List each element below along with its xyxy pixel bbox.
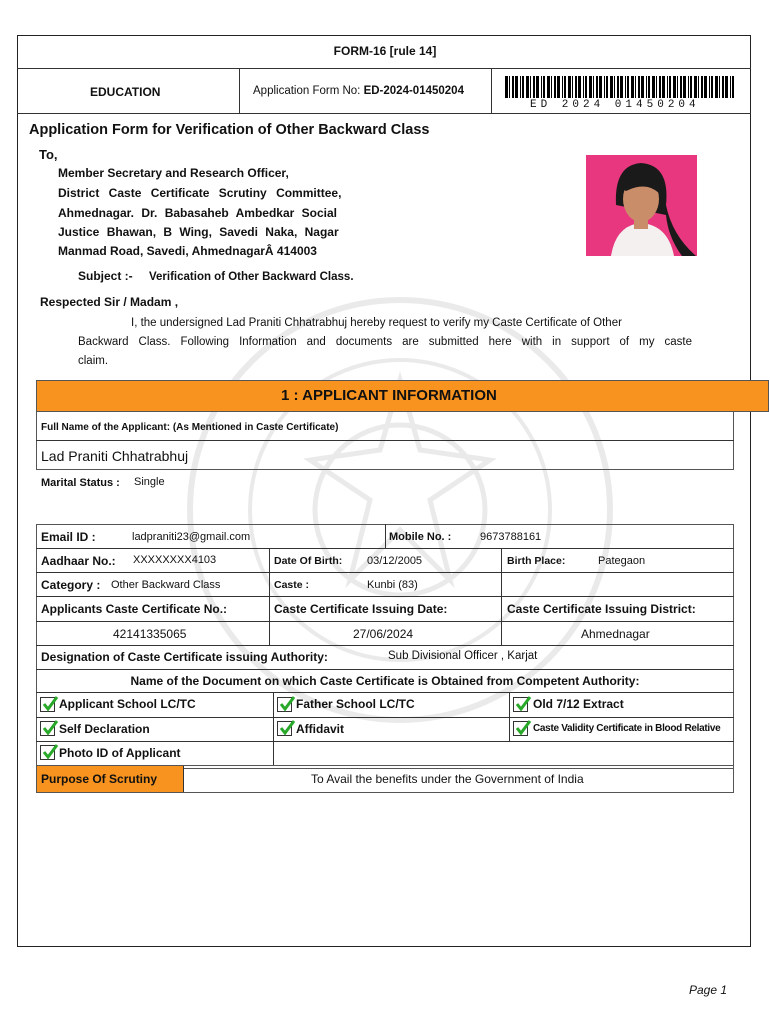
checkbox-affidavit[interactable] bbox=[277, 721, 292, 736]
caste-label: Caste : bbox=[274, 579, 310, 591]
body-line-3: claim. bbox=[78, 355, 109, 367]
body-line-1: I, the undersigned Lad Praniti Chhatrabhuj hereby request to verify my Caste Certificate of Other bbox=[131, 317, 622, 329]
application-number-label: Application Form No: bbox=[253, 85, 361, 97]
applicant-photo bbox=[586, 155, 697, 256]
caste-value: Kunbi (83) bbox=[367, 579, 418, 591]
issue-district-value: Ahmednagar bbox=[581, 627, 650, 641]
marital-status-label: Marital Status : bbox=[41, 477, 120, 489]
subject-label: Subject :- bbox=[78, 269, 133, 283]
section-title: 1 : APPLICANT INFORMATION bbox=[281, 387, 497, 404]
body-line-2: Backward Class. Following Information and documents are submitted here with in support of my caste bbox=[78, 336, 692, 348]
purpose-value: To Avail the benefits under the Government of India bbox=[311, 772, 584, 786]
salutation: Respected Sir / Madam , bbox=[40, 295, 179, 309]
checkbox-self-declaration[interactable] bbox=[40, 721, 55, 736]
category-label: Category : bbox=[41, 578, 101, 592]
issue-date-value: 27/06/2024 bbox=[353, 627, 414, 641]
authority-label: Designation of Caste Certificate issuing Authority: bbox=[41, 650, 328, 664]
aadhaar-value: XXXXXXXX4103 bbox=[133, 554, 217, 566]
address-line-5: Manmad Road, Savedi, AhmednagarÂ 414003 bbox=[58, 244, 317, 258]
birthplace-value: Pategaon bbox=[598, 555, 646, 567]
category-value: Other Backward Class bbox=[111, 579, 221, 591]
birthplace-label: Birth Place: bbox=[507, 555, 566, 567]
page-number: Page 1 bbox=[689, 983, 728, 997]
documents-heading: Name of the Document on which Caste Certificate is Obtained from Competent Authority: bbox=[130, 674, 640, 688]
checkbox-school-lc[interactable] bbox=[40, 697, 55, 712]
doc-label-father-school-lc: Father School LC/TC bbox=[296, 697, 415, 711]
subject-value: Verification of Other Backward Class. bbox=[149, 271, 354, 283]
doc-label-school-lc: Applicant School LC/TC bbox=[59, 697, 196, 711]
full-name-value: Lad Praniti Chhatrabhuj bbox=[41, 448, 189, 464]
marital-status-value: Single bbox=[134, 476, 165, 488]
full-name-label: Full Name of the Applicant: (As Mentioned in Caste Certificate) bbox=[41, 422, 339, 433]
application-number bbox=[253, 85, 464, 97]
department-label: EDUCATION bbox=[90, 85, 161, 99]
page-title: Application Form for Verification of Other Backward Class bbox=[29, 122, 430, 138]
purpose-label: Purpose Of Scrutiny bbox=[41, 772, 158, 786]
address-line-4: Justice Bhawan, B Wing, Savedi Naka, Nagar bbox=[58, 225, 339, 239]
doc-label-affidavit: Affidavit bbox=[296, 722, 344, 736]
address-line-3: Ahmednagar. Dr. Babasaheb Ambedkar Social bbox=[58, 206, 337, 220]
dob-label: Date Of Birth: bbox=[274, 555, 343, 567]
doc-label-self-declaration: Self Declaration bbox=[59, 722, 150, 736]
cert-number-value: 42141335065 bbox=[113, 627, 187, 641]
checkbox-father-school-lc[interactable] bbox=[277, 697, 292, 712]
issue-date-label: Caste Certificate Issuing Date: bbox=[274, 602, 448, 616]
checkbox-old-712[interactable] bbox=[513, 697, 528, 712]
issue-district-label: Caste Certificate Issuing District: bbox=[507, 602, 696, 616]
checkbox-photo-id[interactable] bbox=[40, 745, 55, 760]
email-label: Email ID : bbox=[41, 530, 96, 544]
dob-value: 03/12/2005 bbox=[367, 555, 423, 567]
checkbox-caste-validity[interactable] bbox=[513, 721, 528, 736]
aadhaar-label: Aadhaar No.: bbox=[41, 554, 116, 568]
address-line-2: District Caste Certificate Scrutiny Committee, bbox=[58, 186, 342, 200]
mobile-value: 9673788161 bbox=[480, 531, 542, 543]
form-number-title: FORM-16 [rule 14] bbox=[333, 44, 437, 58]
mobile-label: Mobile No. : bbox=[389, 531, 452, 543]
email-value: ladpraniti23@gmail.com bbox=[132, 531, 251, 543]
barcode-text: ED 2024 01450204 bbox=[530, 99, 700, 111]
address-to: To, bbox=[39, 147, 58, 162]
doc-label-old-712: Old 7/12 Extract bbox=[533, 697, 624, 711]
address-line-1: Member Secretary and Research Officer, bbox=[58, 166, 289, 180]
application-number-value: ED-2024-01450204 bbox=[363, 85, 464, 97]
authority-value: Sub Divisional Officer , Karjat bbox=[388, 650, 538, 662]
cert-number-label: Applicants Caste Certificate No.: bbox=[41, 602, 228, 616]
doc-label-caste-validity: Caste Validity Certificate in Blood Relative bbox=[533, 723, 721, 734]
doc-label-photo-id: Photo ID of Applicant bbox=[59, 746, 181, 760]
